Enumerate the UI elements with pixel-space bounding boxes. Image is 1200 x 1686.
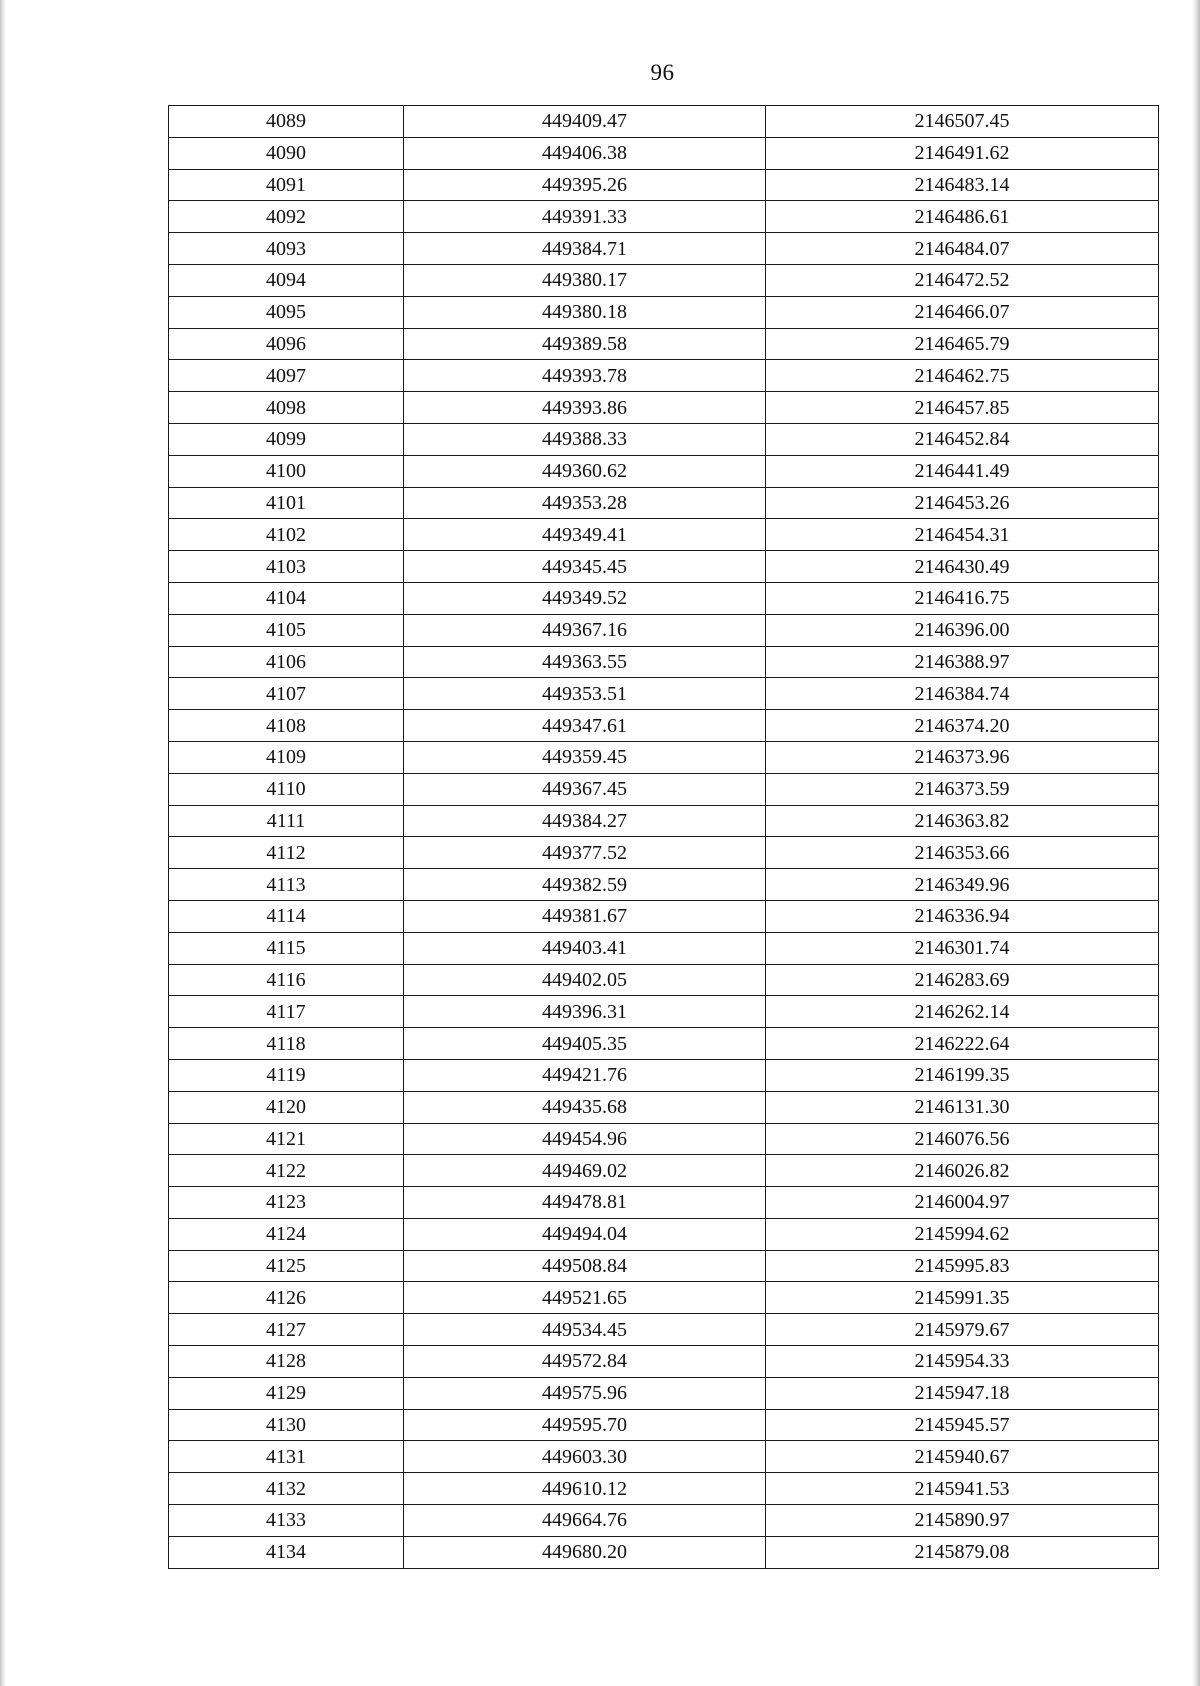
point-id-cell: 4132 [169, 1473, 404, 1505]
x-coordinate-cell: 449402.05 [404, 964, 766, 996]
y-coordinate-cell: 2146363.82 [766, 805, 1159, 837]
x-coordinate-cell: 449384.27 [404, 805, 766, 837]
x-coordinate-cell: 449405.35 [404, 1028, 766, 1060]
x-coordinate-cell: 449395.26 [404, 169, 766, 201]
y-coordinate-cell: 2146453.26 [766, 487, 1159, 519]
point-id-cell: 4103 [169, 551, 404, 583]
y-coordinate-cell: 2146336.94 [766, 900, 1159, 932]
x-coordinate-cell: 449384.71 [404, 233, 766, 265]
table-row [169, 233, 1159, 265]
table-row [169, 1377, 1159, 1409]
x-coordinate-cell: 449381.67 [404, 900, 766, 932]
table-row [169, 423, 1159, 455]
y-coordinate-cell: 2146384.74 [766, 678, 1159, 710]
scan-edge-right [1192, 0, 1200, 1686]
point-id-cell: 4094 [169, 264, 404, 296]
point-id-cell: 4100 [169, 455, 404, 487]
point-id-cell: 4104 [169, 582, 404, 614]
y-coordinate-cell: 2146353.66 [766, 837, 1159, 869]
table-row [169, 900, 1159, 932]
x-coordinate-cell: 449494.04 [404, 1218, 766, 1250]
table-row [169, 201, 1159, 233]
x-coordinate-cell: 449345.45 [404, 551, 766, 583]
y-coordinate-cell: 2146416.75 [766, 582, 1159, 614]
y-coordinate-cell: 2146507.45 [766, 106, 1159, 138]
x-coordinate-cell: 449595.70 [404, 1409, 766, 1441]
x-coordinate-cell: 449349.52 [404, 582, 766, 614]
x-coordinate-cell: 449353.28 [404, 487, 766, 519]
point-id-cell: 4097 [169, 360, 404, 392]
point-id-cell: 4131 [169, 1441, 404, 1473]
coordinates-table-body [169, 106, 1159, 1569]
table-row [169, 487, 1159, 519]
table-row [169, 710, 1159, 742]
table-row [169, 296, 1159, 328]
x-coordinate-cell: 449396.31 [404, 996, 766, 1028]
y-coordinate-cell: 2145994.62 [766, 1218, 1159, 1250]
y-coordinate-cell: 2146472.52 [766, 264, 1159, 296]
y-coordinate-cell: 2145940.67 [766, 1441, 1159, 1473]
table-row [169, 1282, 1159, 1314]
y-coordinate-cell: 2146457.85 [766, 392, 1159, 424]
x-coordinate-cell: 449388.33 [404, 423, 766, 455]
y-coordinate-cell: 2146388.97 [766, 646, 1159, 678]
table-row [169, 551, 1159, 583]
table-row [169, 392, 1159, 424]
x-coordinate-cell: 449508.84 [404, 1250, 766, 1282]
x-coordinate-cell: 449435.68 [404, 1091, 766, 1123]
table-row [169, 1314, 1159, 1346]
x-coordinate-cell: 449349.41 [404, 519, 766, 551]
y-coordinate-cell: 2146026.82 [766, 1155, 1159, 1187]
point-id-cell: 4127 [169, 1314, 404, 1346]
x-coordinate-cell: 449610.12 [404, 1473, 766, 1505]
scan-edge-left [0, 0, 6, 1686]
x-coordinate-cell: 449575.96 [404, 1377, 766, 1409]
y-coordinate-cell: 2146373.59 [766, 773, 1159, 805]
table-row [169, 996, 1159, 1028]
table-row [169, 106, 1159, 138]
y-coordinate-cell: 2146466.07 [766, 296, 1159, 328]
point-id-cell: 4133 [169, 1505, 404, 1537]
x-coordinate-cell: 449393.86 [404, 392, 766, 424]
table-row [169, 1346, 1159, 1378]
table-row [169, 169, 1159, 201]
x-coordinate-cell: 449377.52 [404, 837, 766, 869]
x-coordinate-cell: 449403.41 [404, 932, 766, 964]
table-row [169, 1441, 1159, 1473]
table-row [169, 1250, 1159, 1282]
x-coordinate-cell: 449363.55 [404, 646, 766, 678]
table-row [169, 1218, 1159, 1250]
x-coordinate-cell: 449367.45 [404, 773, 766, 805]
point-id-cell: 4092 [169, 201, 404, 233]
y-coordinate-cell: 2146483.14 [766, 169, 1159, 201]
x-coordinate-cell: 449367.16 [404, 614, 766, 646]
y-coordinate-cell: 2146484.07 [766, 233, 1159, 265]
point-id-cell: 4124 [169, 1218, 404, 1250]
x-coordinate-cell: 449534.45 [404, 1314, 766, 1346]
table-row [169, 964, 1159, 996]
y-coordinate-cell: 2146374.20 [766, 710, 1159, 742]
y-coordinate-cell: 2145991.35 [766, 1282, 1159, 1314]
y-coordinate-cell: 2146199.35 [766, 1059, 1159, 1091]
point-id-cell: 4111 [169, 805, 404, 837]
x-coordinate-cell: 449680.20 [404, 1536, 766, 1568]
y-coordinate-cell: 2146430.49 [766, 551, 1159, 583]
x-coordinate-cell: 449393.78 [404, 360, 766, 392]
y-coordinate-cell: 2146491.62 [766, 137, 1159, 169]
x-coordinate-cell: 449421.76 [404, 1059, 766, 1091]
y-coordinate-cell: 2145954.33 [766, 1346, 1159, 1378]
table-row [169, 1536, 1159, 1568]
x-coordinate-cell: 449478.81 [404, 1187, 766, 1219]
y-coordinate-cell: 2146076.56 [766, 1123, 1159, 1155]
y-coordinate-cell: 2146462.75 [766, 360, 1159, 392]
point-id-cell: 4109 [169, 741, 404, 773]
x-coordinate-cell: 449347.61 [404, 710, 766, 742]
table-row [169, 1059, 1159, 1091]
table-row [169, 1091, 1159, 1123]
page-number: 96 [650, 60, 675, 85]
table-row [169, 646, 1159, 678]
point-id-cell: 4105 [169, 614, 404, 646]
y-coordinate-cell: 2146131.30 [766, 1091, 1159, 1123]
y-coordinate-cell: 2146373.96 [766, 741, 1159, 773]
table-row [169, 519, 1159, 551]
y-coordinate-cell: 2145947.18 [766, 1377, 1159, 1409]
point-id-cell: 4120 [169, 1091, 404, 1123]
y-coordinate-cell: 2146396.00 [766, 614, 1159, 646]
x-coordinate-cell: 449380.18 [404, 296, 766, 328]
table-row [169, 1187, 1159, 1219]
table-row [169, 614, 1159, 646]
table-row [169, 869, 1159, 901]
y-coordinate-cell: 2146262.14 [766, 996, 1159, 1028]
point-id-cell: 4089 [169, 106, 404, 138]
x-coordinate-cell: 449389.58 [404, 328, 766, 360]
x-coordinate-cell: 449382.59 [404, 869, 766, 901]
point-id-cell: 4110 [169, 773, 404, 805]
y-coordinate-cell: 2146004.97 [766, 1187, 1159, 1219]
point-id-cell: 4121 [169, 1123, 404, 1155]
point-id-cell: 4114 [169, 900, 404, 932]
point-id-cell: 4099 [169, 423, 404, 455]
y-coordinate-cell: 2146349.96 [766, 869, 1159, 901]
table-row [169, 328, 1159, 360]
point-id-cell: 4118 [169, 1028, 404, 1060]
y-coordinate-cell: 2145879.08 [766, 1536, 1159, 1568]
y-coordinate-cell: 2146454.31 [766, 519, 1159, 551]
y-coordinate-cell: 2146301.74 [766, 932, 1159, 964]
table-row [169, 1155, 1159, 1187]
y-coordinate-cell: 2145945.57 [766, 1409, 1159, 1441]
table-row [169, 137, 1159, 169]
y-coordinate-cell: 2146465.79 [766, 328, 1159, 360]
table-row [169, 805, 1159, 837]
table-row [169, 932, 1159, 964]
y-coordinate-cell: 2146452.84 [766, 423, 1159, 455]
x-coordinate-cell: 449603.30 [404, 1441, 766, 1473]
y-coordinate-cell: 2145995.83 [766, 1250, 1159, 1282]
x-coordinate-cell: 449664.76 [404, 1505, 766, 1537]
x-coordinate-cell: 449469.02 [404, 1155, 766, 1187]
table-row [169, 741, 1159, 773]
point-id-cell: 4096 [169, 328, 404, 360]
y-coordinate-cell: 2146283.69 [766, 964, 1159, 996]
point-id-cell: 4102 [169, 519, 404, 551]
point-id-cell: 4134 [169, 1536, 404, 1568]
y-coordinate-cell: 2146486.61 [766, 201, 1159, 233]
x-coordinate-cell: 449454.96 [404, 1123, 766, 1155]
table-row [169, 1473, 1159, 1505]
x-coordinate-cell: 449572.84 [404, 1346, 766, 1378]
table-row [169, 455, 1159, 487]
point-id-cell: 4090 [169, 137, 404, 169]
point-id-cell: 4101 [169, 487, 404, 519]
x-coordinate-cell: 449353.51 [404, 678, 766, 710]
point-id-cell: 4091 [169, 169, 404, 201]
point-id-cell: 4129 [169, 1377, 404, 1409]
table-row [169, 1505, 1159, 1537]
table-row [169, 1028, 1159, 1060]
table-row [169, 773, 1159, 805]
x-coordinate-cell: 449359.45 [404, 741, 766, 773]
point-id-cell: 4098 [169, 392, 404, 424]
x-coordinate-cell: 449360.62 [404, 455, 766, 487]
table-row [169, 1123, 1159, 1155]
point-id-cell: 4093 [169, 233, 404, 265]
table-row [169, 264, 1159, 296]
y-coordinate-cell: 2146222.64 [766, 1028, 1159, 1060]
x-coordinate-cell: 449406.38 [404, 137, 766, 169]
y-coordinate-cell: 2145979.67 [766, 1314, 1159, 1346]
y-coordinate-cell: 2146441.49 [766, 455, 1159, 487]
coordinates-table [168, 105, 1159, 1569]
y-coordinate-cell: 2145890.97 [766, 1505, 1159, 1537]
point-id-cell: 4128 [169, 1346, 404, 1378]
point-id-cell: 4130 [169, 1409, 404, 1441]
point-id-cell: 4107 [169, 678, 404, 710]
point-id-cell: 4125 [169, 1250, 404, 1282]
table-row [169, 360, 1159, 392]
point-id-cell: 4119 [169, 1059, 404, 1091]
table-row [169, 1409, 1159, 1441]
point-id-cell: 4122 [169, 1155, 404, 1187]
point-id-cell: 4113 [169, 869, 404, 901]
x-coordinate-cell: 449391.33 [404, 201, 766, 233]
point-id-cell: 4095 [169, 296, 404, 328]
x-coordinate-cell: 449521.65 [404, 1282, 766, 1314]
x-coordinate-cell: 449380.17 [404, 264, 766, 296]
point-id-cell: 4106 [169, 646, 404, 678]
point-id-cell: 4116 [169, 964, 404, 996]
point-id-cell: 4115 [169, 932, 404, 964]
table-row [169, 678, 1159, 710]
point-id-cell: 4123 [169, 1187, 404, 1219]
y-coordinate-cell: 2145941.53 [766, 1473, 1159, 1505]
point-id-cell: 4117 [169, 996, 404, 1028]
table-row [169, 582, 1159, 614]
point-id-cell: 4108 [169, 710, 404, 742]
x-coordinate-cell: 449409.47 [404, 106, 766, 138]
point-id-cell: 4126 [169, 1282, 404, 1314]
table-row [169, 837, 1159, 869]
point-id-cell: 4112 [169, 837, 404, 869]
